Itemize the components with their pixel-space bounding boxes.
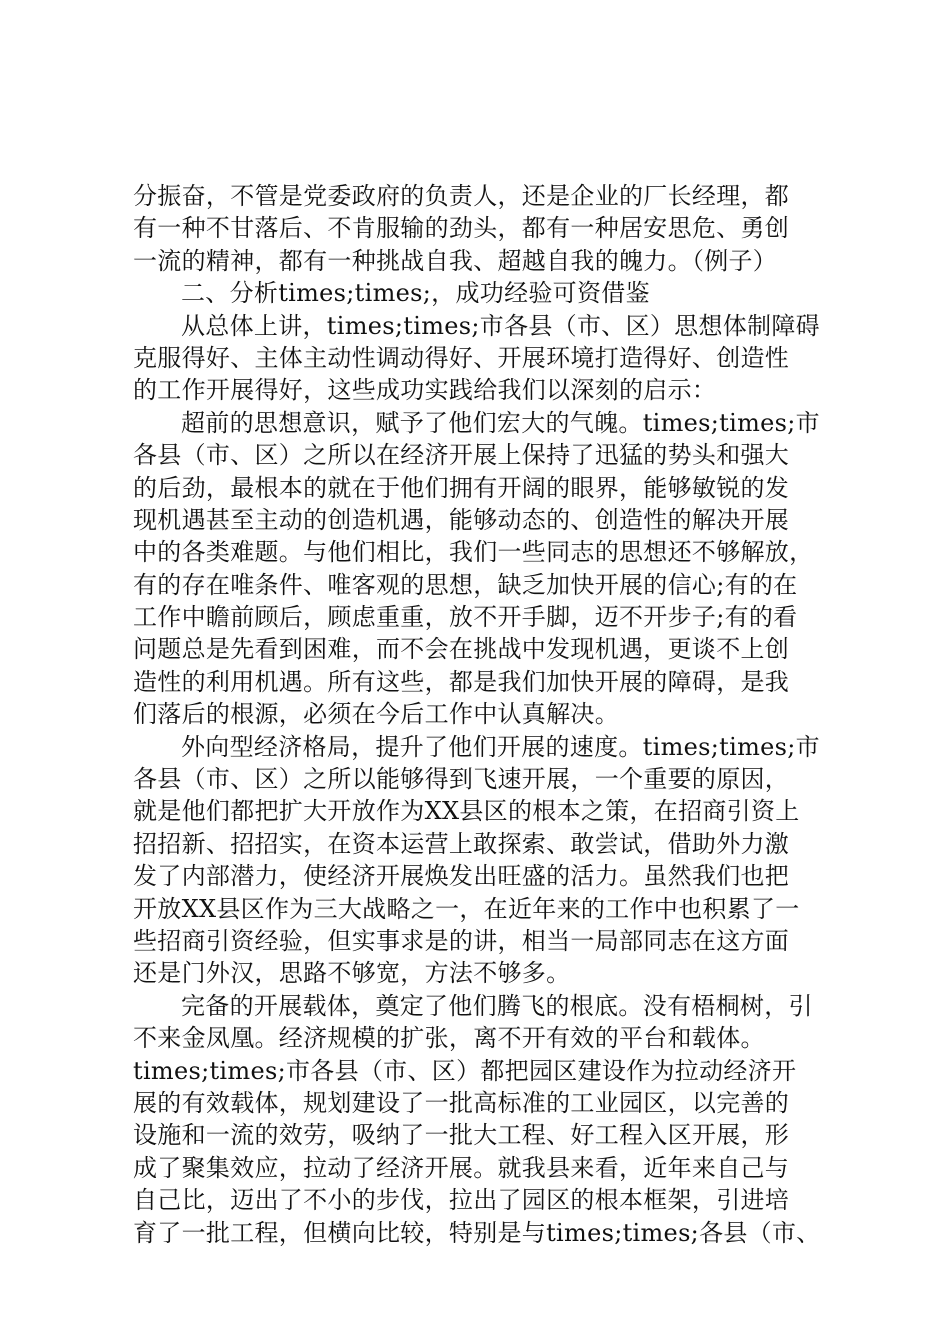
text-line: 造性的利用机遇。所有这些，都是我们加快开展的障碍，是我 (133, 667, 790, 696)
text-line: 成了聚集效应，拉动了经济开展。就我县来看，近年来自己与 (133, 1153, 790, 1182)
text-line: 克服得好、主体主动性调动得好、开展环境打造得好、创造性 (133, 343, 790, 372)
text-line: 发了内部潜力，使经济开展焕发出旺盛的活力。虽然我们也把 (133, 862, 790, 891)
text-line: 现机遇甚至主动的创造机遇，能够动态的、创造性的解决开展 (133, 505, 790, 534)
document-body (133, 180, 833, 1249)
text-line: 有的存在唯条件、唯客观的思想，缺乏加快开展的信心;有的在 (133, 570, 798, 599)
text-line: 的后劲，最根本的就在于他们拥有开阔的眼界，能够敏锐的发 (133, 473, 790, 502)
paragraph-start: 从总体上讲，times;times;市各县（市、区）思想体制障碍 (181, 311, 820, 340)
paragraph-start: 超前的思想意识，赋予了他们宏大的气魄。times;times;市 (181, 408, 820, 437)
paragraph-start: 完备的开展载体，奠定了他们腾飞的根底。没有梧桐树，引 (181, 991, 813, 1020)
text-line: 设施和一流的效劳，吸纳了一批大工程、好工程入区开展，形 (133, 1121, 790, 1150)
text-line: 就是他们都把扩大开放作为XX县区的根本之策，在招商引资上 (133, 797, 800, 826)
text-line: 中的各类难题。与他们相比，我们一些同志的思想还不够解放， (133, 538, 814, 567)
text-line: 开放XX县区作为三大战略之一，在近年来的工作中也积累了一 (133, 894, 800, 923)
text-line: 各县（市、区）之所以在经济开展上保持了迅猛的势头和强大 (133, 441, 790, 470)
text-line: times;times;市各县（市、区）都把园区建设作为拉动经济开 (133, 1056, 797, 1085)
text-line: 还是门外汉，思路不够宽，方法不够多。 (133, 959, 571, 988)
paragraph-start: 外向型经济格局，提升了他们开展的速度。times;times;市 (181, 732, 820, 761)
text-line: 些招商引资经验，但实事求是的讲，相当一局部同志在这方面 (133, 926, 790, 955)
text-line: 问题总是先看到困难，而不会在挑战中发现机遇，更谈不上创 (133, 635, 790, 664)
text-line: 各县（市、区）之所以能够得到飞速开展，一个重要的原因， (133, 765, 790, 794)
text-line: 们落后的根源，必须在今后工作中认真解决。 (133, 700, 619, 729)
text-line: 工作中瞻前顾后，顾虑重重，放不开手脚，迈不开步子;有的看 (133, 603, 798, 632)
text-line: 一流的精神，都有一种挑战自我、超越自我的魄力。（例子） (133, 246, 778, 275)
section-heading: 二、分析times;times;，成功经验可资借鉴 (181, 279, 650, 308)
text-line: 分振奋，不管是党委政府的负责人，还是企业的厂长经理，都 (133, 182, 790, 210)
text-line: 不来金凤凰。经济规模的扩张，离不开有效的平台和载体。 (133, 1024, 765, 1053)
text-line: 有一种不甘落后、不肯服输的劲头，都有一种居安思危、勇创 (133, 214, 790, 243)
text-line: 招招新、招招实，在资本运营上敢探索、敢尝试，借助外力激 (133, 829, 790, 858)
text-line: 育了一批工程，但横向比较，特别是与times;times;各县（市、 (133, 1218, 821, 1247)
text-line: 自己比，迈出了不小的步伐，拉出了园区的根本框架，引进培 (133, 1186, 790, 1215)
text-line: 的工作开展得好，这些成功实践给我们以深刻的启示： (133, 376, 717, 405)
text-line: 展的有效载体，规划建设了一批高标准的工业园区，以完善的 (133, 1088, 790, 1117)
